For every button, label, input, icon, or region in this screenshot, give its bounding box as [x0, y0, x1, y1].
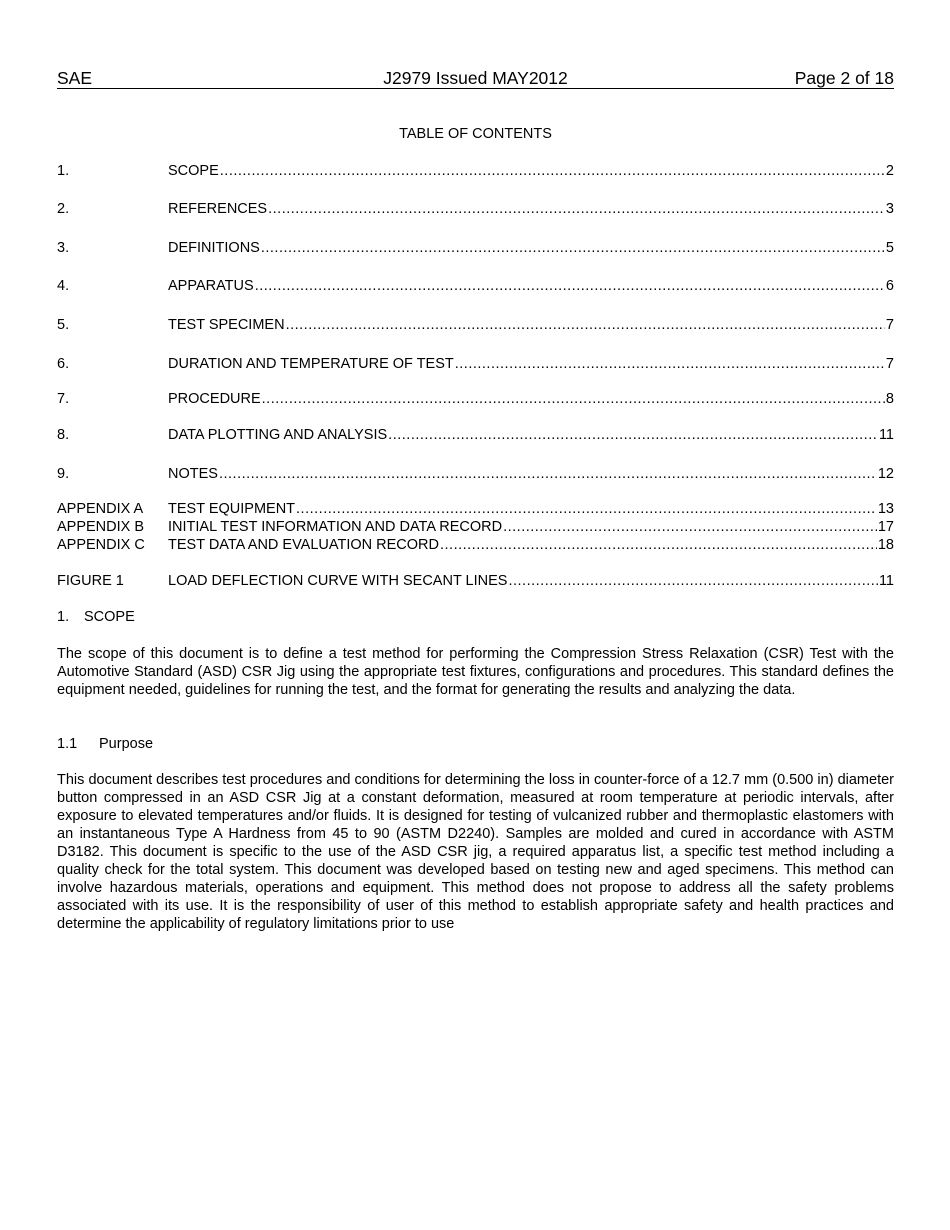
dot-leader	[286, 316, 885, 334]
toc-entry-page: 13	[877, 501, 894, 517]
dot-leader	[268, 200, 885, 218]
section-heading-scope	[57, 608, 135, 626]
page-header	[57, 68, 894, 89]
toc-entry-number: 2.	[57, 201, 70, 217]
header-doc-id: J2979 Issued MAY2012	[383, 68, 568, 88]
toc-entry-title: REFERENCES	[168, 201, 268, 217]
toc-entry-title: NOTES	[168, 466, 218, 482]
toc-entry-page: 8	[885, 391, 894, 407]
section-number: 1.1	[57, 736, 78, 752]
dot-leader	[255, 277, 885, 295]
toc-entry-number: 4.	[57, 278, 70, 294]
toc-entry-appendix[interactable]	[57, 536, 894, 554]
toc-entry-title: LOAD DEFLECTION CURVE WITH SECANT LINES	[168, 573, 508, 589]
dot-leader	[508, 572, 877, 590]
toc-entry-number: 6.	[57, 356, 70, 372]
toc-entry[interactable]	[57, 200, 894, 218]
toc-entry-page: 17	[877, 519, 894, 535]
toc-entry-number: APPENDIX A	[57, 501, 144, 517]
toc-entry[interactable]	[57, 426, 894, 444]
toc-entry-number: 7.	[57, 391, 70, 407]
toc-entry[interactable]	[57, 465, 894, 483]
toc-entry-page: 6	[885, 278, 894, 294]
toc-title: TABLE OF CONTENTS	[399, 126, 552, 142]
toc-entry-title: INITIAL TEST INFORMATION AND DATA RECORD	[168, 519, 503, 535]
toc-entry-appendix[interactable]	[57, 500, 894, 518]
section-title: SCOPE	[84, 609, 135, 625]
purpose-paragraph: This document describes test procedures and conditions for determining the loss in counter-force of a 12.7 mm (0.500 in) diameter button compressed in an ASD CSR Jig at a constant deformation, measured at room temperature at periodic intervals, after exposure to elevated temperatures and/or fluids. It is designed for testing of vulcanized rubber and thermoplastic elastomers with an instantaneous Type A Hardness from 45 to 90 (ASTM D2240). Samples are molded and cured in accordance with ASTM D3182. This document is specific to the use of the ASD CSR jig, a required apparatus list, a specific test method including a quality check for the total system. This document was developed based on testing new and aged specimens. This method can involve hazardous materials, operations and equipment. This method does not propose to address all the safety problems associated with its use. It is the responsibility of user of this method to establish appropriate safety and health practices and determine the applicability of regulatory limitations prior to use	[57, 772, 894, 932]
dot-leader	[296, 500, 877, 518]
toc-entry-page: 2	[885, 163, 894, 179]
toc-entry[interactable]	[57, 316, 894, 334]
header-org: SAE	[57, 68, 93, 88]
toc-entry-figure[interactable]	[57, 572, 894, 590]
header-page-number: Page 2 of 18	[794, 68, 894, 88]
toc-entry-page: 5	[885, 240, 894, 256]
dot-leader	[455, 355, 885, 373]
section-heading-purpose	[57, 735, 153, 753]
dot-leader	[388, 426, 878, 444]
toc-entry-page: 18	[877, 537, 894, 553]
toc-entry-page: 7	[885, 356, 894, 372]
toc-entry-page: 11	[878, 573, 894, 589]
toc-entry-title: DATA PLOTTING AND ANALYSIS	[168, 427, 388, 443]
section-number: 1.	[57, 609, 70, 625]
toc-entry-number: 5.	[57, 317, 70, 333]
dot-leader	[261, 239, 885, 257]
dot-leader	[219, 465, 877, 483]
toc-entry[interactable]	[57, 390, 894, 408]
dot-leader	[220, 162, 885, 180]
toc-entry-title: TEST SPECIMEN	[168, 317, 285, 333]
toc-entry-number: APPENDIX B	[57, 519, 145, 535]
toc-entry-page: 12	[877, 466, 894, 482]
toc-entry-number: FIGURE 1	[57, 573, 124, 589]
toc-entry-title: PROCEDURE	[168, 391, 261, 407]
toc-entry-number: 3.	[57, 240, 70, 256]
toc-entry[interactable]	[57, 277, 894, 295]
section-title: Purpose	[99, 736, 154, 752]
toc-entry-title: TEST EQUIPMENT	[168, 501, 296, 517]
toc-entry-title: SCOPE	[168, 163, 219, 179]
toc-entry-number: 1.	[57, 163, 70, 179]
toc-entry-page: 11	[878, 427, 894, 443]
toc-entry-number: 8.	[57, 427, 70, 443]
toc-entry-appendix[interactable]	[57, 518, 894, 536]
toc-entry-title: TEST DATA AND EVALUATION RECORD	[168, 537, 439, 553]
toc-entry-title: DURATION AND TEMPERATURE OF TEST	[168, 356, 454, 372]
toc-entry[interactable]	[57, 162, 894, 180]
toc-entry-page: 7	[885, 317, 894, 333]
dot-leader	[503, 518, 877, 536]
toc-entry-title: DEFINITIONS	[168, 240, 260, 256]
dot-leader	[262, 390, 885, 408]
toc-entry-number: 9.	[57, 466, 70, 482]
toc-entry-title: APPARATUS	[168, 278, 254, 294]
toc-entry-number: APPENDIX C	[57, 537, 145, 553]
dot-leader	[440, 536, 877, 554]
toc-entry[interactable]	[57, 239, 894, 257]
toc-entry[interactable]	[57, 355, 894, 373]
scope-paragraph: The scope of this document is to define a test method for performing the Compression Stress Relaxation (CSR) Test with the Automotive Standard (ASD) CSR Jig using the appropriate test fixtures, configurations and procedures. This standard defines the equipment needed, guidelines for running the test, and the format for generating the results and analyzing the data.	[57, 646, 894, 698]
toc-entry-page: 3	[885, 201, 894, 217]
